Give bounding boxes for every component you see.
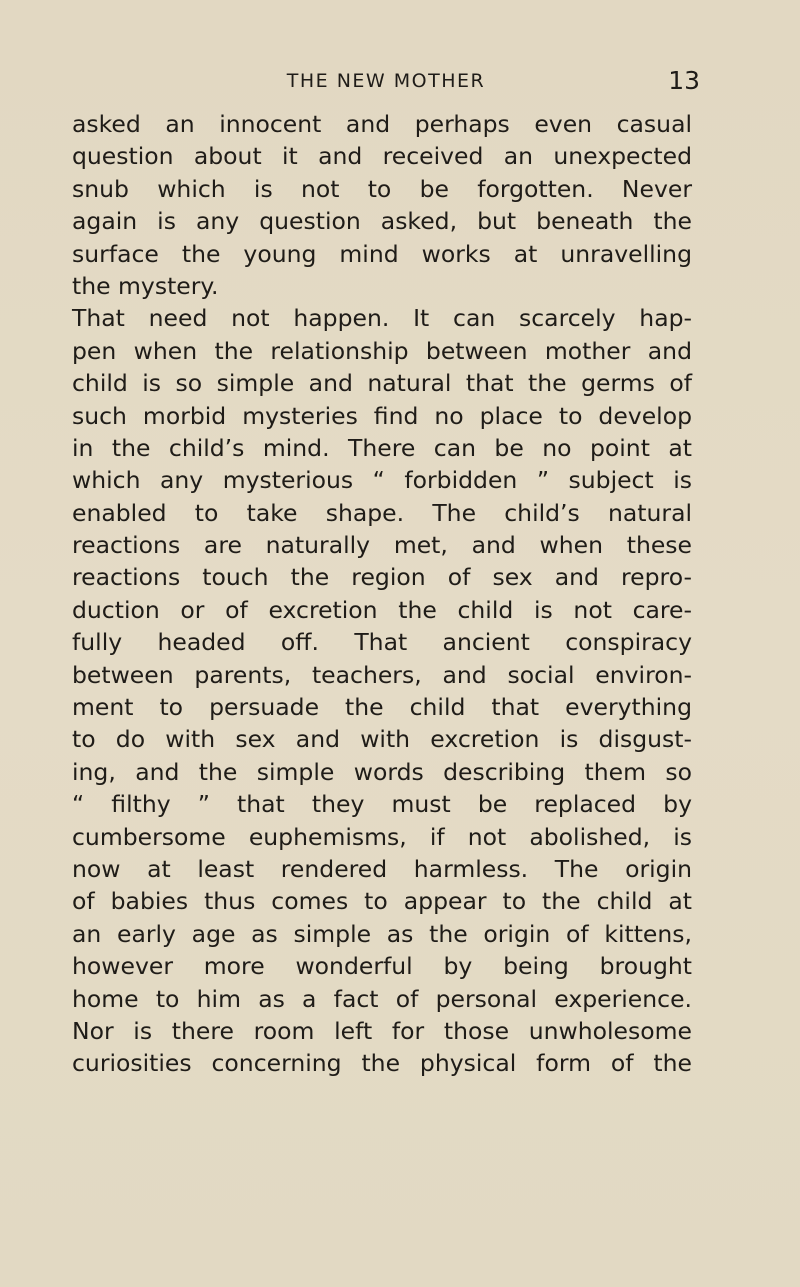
text-line: an early age as simple as the origin of kittens, [72,919,692,948]
text-line: ing, and the simple words describing them so [72,757,692,786]
text-line: duction or of excretion the child is not care- [72,595,692,624]
text-line: Nor is there room left for those unwholesome [72,1016,692,1045]
text-line: of babies thus comes to appear to the child at [72,887,692,916]
text-line: question about it and received an unexpected [72,142,692,171]
text-line: That need not happen. It can scarcely hap- [72,304,692,333]
text-line: now at least rendered harmless. The origin [72,854,692,883]
text-line: ment to persuade the child that everything [72,693,692,722]
text-line: fully headed off. That ancient conspiracy [72,628,692,657]
text-line: between parents, teachers, and social environ- [72,660,692,689]
text-line: snub which is not to be forgotten. Never [72,174,692,203]
text-line: surface the young mind works at unravelling [72,239,692,268]
running-title: THE NEW MOTHER [286,70,486,92]
text-line: again is any question asked, but beneath the [72,207,692,236]
text-line: “ filthy ” that they must be replaced by [72,790,692,819]
text-line: which any mysterious “ forbidden ” subject is [72,466,692,495]
text-line: child is so simple and natural that the germs of [72,369,692,398]
text-line: cumbersome euphemisms, if not abolished, is [72,822,692,851]
text-line: home to him as a fact of personal experience. [72,984,692,1013]
running-header [72,66,700,96]
text-line: the mystery. [72,271,219,300]
text-line: curiosities concerning the physical form of the [72,1049,692,1078]
page-number: 13 [668,66,700,95]
text-line: reactions are naturally met, and when these [72,531,692,560]
text-line: reactions touch the region of sex and repro- [72,563,692,592]
text-line: pen when the relationship between mother and [72,336,692,365]
text-line: such morbid mysteries find no place to develop [72,401,692,430]
text-line: enabled to take shape. The child’s natural [72,498,692,527]
text-line: in the child’s mind. There can be no point at [72,433,692,462]
body-text [72,108,692,1080]
text-line: to do with sex and with excretion is disgust- [72,725,692,754]
text-line: however more wonderful by being brought [72,952,692,981]
text-line: asked an innocent and perhaps even casual [72,110,692,138]
